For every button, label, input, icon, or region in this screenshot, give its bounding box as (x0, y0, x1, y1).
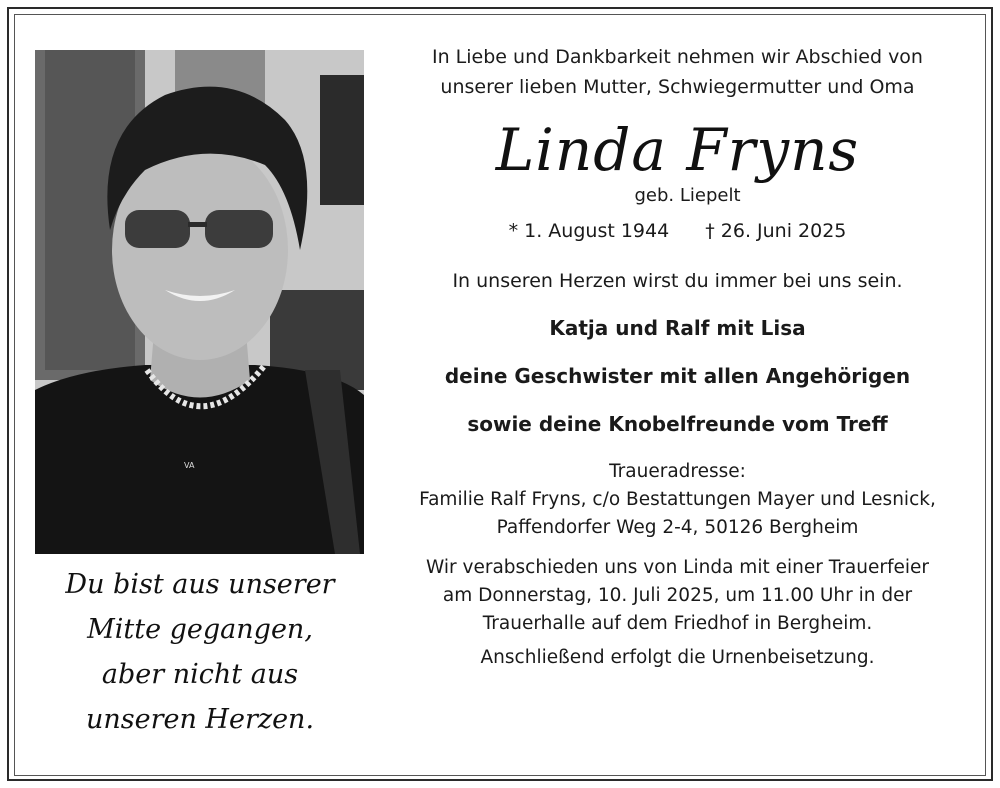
death-date: † 26. Juni 2025 (705, 220, 847, 242)
quote-line: unseren Herzen. (85, 704, 315, 735)
quote-line: Mitte gegangen, (87, 614, 313, 645)
quote-line: aber nicht aus (101, 659, 299, 690)
ceremony-line: am Donnerstag, 10. Juli 2025, um 11.00 Uhr in der (442, 585, 913, 606)
memorial-quote (35, 562, 365, 742)
intro-line: unserer lieben Mutter, Schwiegermutter und Oma (440, 76, 915, 98)
intro-line: In Liebe und Dankbarkeit nehmen wir Abschied von (432, 46, 923, 68)
mourner: sowie deine Knobelfreunde vom Treff (467, 412, 888, 436)
notice-text (370, 42, 985, 672)
birth-date: * 1. August 1944 (508, 220, 670, 242)
maiden-name: geb. Liepelt (634, 185, 741, 206)
ceremony-info (370, 554, 985, 638)
burial-info: Anschließend erfolgt die Urnenbeisetzung. (480, 647, 875, 668)
intro-text (370, 42, 985, 102)
mourning-address (370, 458, 985, 542)
address-line: Familie Ralf Fryns, c/o Bestattungen Mayer und Lesnick, (419, 489, 936, 510)
life-dates (370, 216, 985, 246)
shirt-print: VA (184, 461, 195, 470)
quote-line: Du bist aus unserer (65, 569, 335, 600)
address-line: Traueradresse: (609, 461, 746, 482)
ceremony-line: Trauerhalle auf dem Friedhof in Bergheim. (482, 613, 873, 634)
mourner: deine Geschwister mit allen Angehörigen (444, 364, 911, 388)
portrait-photo (35, 50, 364, 554)
ceremony-line: Wir verabschieden uns von Linda mit einer Trauerfeier (426, 557, 929, 578)
mourners-list (370, 304, 985, 448)
deceased-name: Linda Fryns (495, 116, 860, 184)
address-line: Paffendorfer Weg 2-4, 50126 Bergheim (496, 517, 859, 538)
heart-line: In unseren Herzen wirst du immer bei uns sein. (452, 270, 903, 292)
mourner: Katja und Ralf mit Lisa (549, 316, 806, 340)
